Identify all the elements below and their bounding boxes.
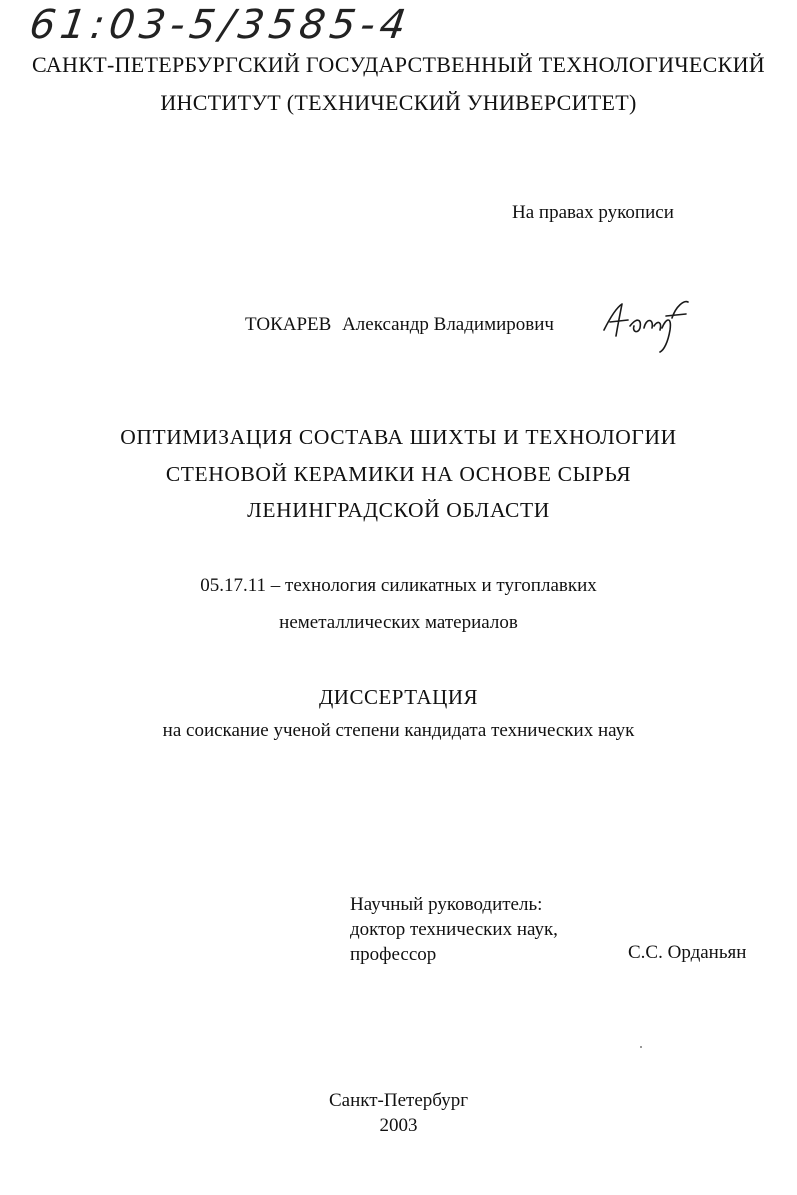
author-surname: ТОКАРЕВ xyxy=(245,314,332,335)
footer-city: Санкт-Петербург xyxy=(328,1090,468,1111)
supervisor-role: Научный руководитель: xyxy=(350,894,543,915)
supervisor-block xyxy=(350,892,558,967)
title-line-2: СТЕНОВОЙ КЕРАМИКИ НА ОСНОВЕ СЫРЬЯ xyxy=(165,462,632,486)
institution-line-1: САНКТ-ПЕТЕРБУРГСКИЙ ГОСУДАРСТВЕННЫЙ ТЕХНОЛОГИЧЕСКИЙ xyxy=(31,52,765,77)
title-line-1: ОПТИМИЗАЦИЯ СОСТАВА ШИХТЫ И ТЕХНОЛОГИИ xyxy=(120,425,677,449)
specialty-line-2: неметаллических материалов xyxy=(279,612,518,633)
degree-line: на соискание ученой степени кандидата технических наук xyxy=(162,720,635,741)
archive-number: 61:03-5/3585-4 xyxy=(26,2,414,48)
specialty-line-1: 05.17.11 – технология силикатных и тугоплавких xyxy=(200,575,597,596)
scan-speck xyxy=(640,1046,642,1048)
signature-icon xyxy=(600,296,692,354)
author-given-names: Александр Владимирович xyxy=(342,314,554,335)
supervisor-degree: доктор технических наук, xyxy=(350,919,558,940)
manuscript-rights: На правах рукописи xyxy=(512,202,674,223)
supervisor-name: С.С. Орданьян xyxy=(628,942,747,963)
dissertation-label: ДИССЕРТАЦИЯ xyxy=(318,685,479,709)
footer-year: 2003 xyxy=(379,1115,418,1136)
author xyxy=(245,314,554,336)
title-line-3: ЛЕНИНГРАДСКОЙ ОБЛАСТИ xyxy=(247,498,550,522)
supervisor-rank: профессор xyxy=(350,944,437,965)
institution-line-2: ИНСТИТУТ (ТЕХНИЧЕСКИЙ УНИВЕРСИТЕТ) xyxy=(160,90,637,115)
